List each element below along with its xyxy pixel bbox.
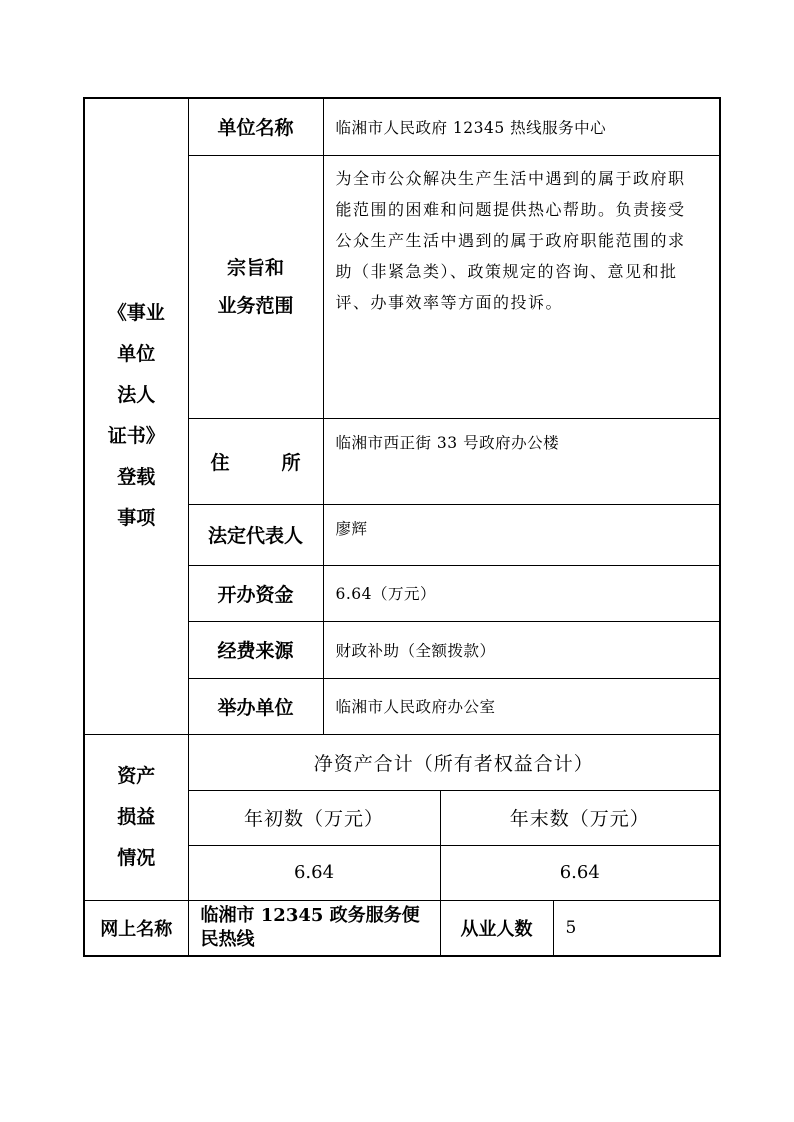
legal-rep-label: 法定代表人 [188,504,323,565]
registration-form [83,97,721,957]
sponsor-label: 举办单位 [188,678,323,734]
purpose-label-line: 业务范围 [217,294,294,317]
unit-name-value: 临湘市人民政府 12345 热线服务中心 [323,98,720,155]
purpose-line: 公众生产生活中遇到的属于政府职能范围的求 [335,230,686,250]
legal-rep-value: 廖辉 [323,504,720,565]
online-name-line: 民热线 [200,928,255,950]
address-label [188,418,323,504]
purpose-line: 评、办事效率等方面的投诉。 [335,292,564,312]
address-label-part: 所 [281,451,301,474]
assets-label-line: 损益 [117,805,156,828]
assets-label-line: 情况 [117,846,156,869]
staff-count-value: 5 [553,900,720,956]
end-year-value: 6.64 [440,845,720,900]
section-label-line: 登载 [117,466,156,489]
capital-label: 开办资金 [188,565,323,621]
begin-year-value: 6.64 [188,845,440,900]
purpose-value [323,155,720,418]
unit-name-label: 单位名称 [188,98,323,155]
address-value: 临湘市西正街 33 号政府办公楼 [323,418,720,504]
end-year-header: 年末数（万元） [440,790,720,845]
registration-section-label [84,98,188,734]
purpose-label [188,155,323,418]
section-label-line: 法人 [117,384,156,407]
online-name-label: 网上名称 [84,900,188,956]
begin-year-header: 年初数（万元） [188,790,440,845]
online-name-line: 临湘市 12345 政务服务便 [200,904,420,926]
section-label-line: 单位 [117,343,156,366]
purpose-line: 能范围的困难和问题提供热心帮助。负责接受 [335,199,686,219]
assets-section-label [84,734,188,900]
section-label-line: 事项 [117,507,156,530]
online-name-value [188,900,440,956]
net-assets-header: 净资产合计（所有者权益合计） [188,734,720,790]
purpose-line: 助（非紧急类）、政策规定的咨询、意见和批 [335,261,678,281]
purpose-line: 为全市公众解决生产生活中遇到的属于政府职 [335,168,686,188]
section-label-line: 证书》 [107,425,165,448]
capital-value: 6.64（万元） [323,565,720,621]
funding-value: 财政补助（全额拨款） [323,621,720,678]
section-label-line: 《事业 [107,302,165,325]
address-label-part: 住 [210,451,230,474]
staff-count-label: 从业人数 [440,900,553,956]
sponsor-value: 临湘市人民政府办公室 [323,678,720,734]
assets-label-line: 资产 [117,764,156,787]
funding-label: 经费来源 [188,621,323,678]
purpose-label-line: 宗旨和 [226,256,284,279]
